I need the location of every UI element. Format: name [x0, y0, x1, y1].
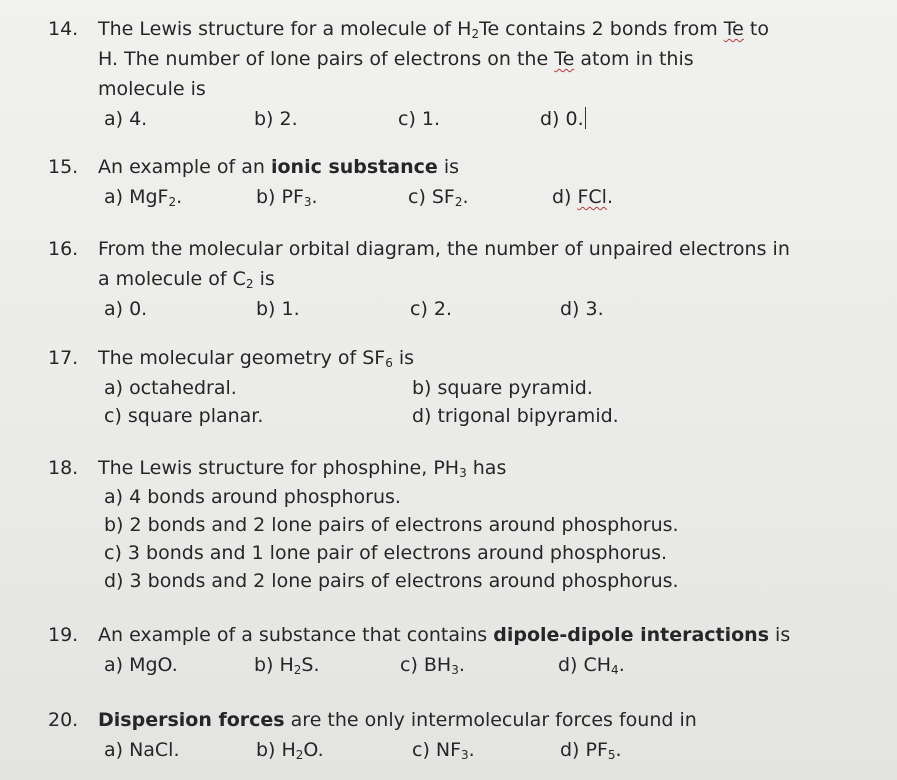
- spellcheck-word: Te: [723, 18, 744, 40]
- option-c[interactable]: c) $NF_3$.: [412, 739, 475, 762]
- option-c[interactable]: c) $BH_3$.: [400, 654, 465, 677]
- options-row: [48, 104, 878, 134]
- option-b[interactable]: b) 2 bonds and 2 lone pairs of electrons around phosphorus.: [104, 514, 679, 536]
- option-a[interactable]: a) NaCl.: [104, 739, 180, 761]
- option-b[interactable]: b) $PF_3$.: [256, 186, 318, 209]
- option-b[interactable]: b) $H_2S$.: [254, 654, 320, 677]
- question-number: 20.: [48, 709, 79, 731]
- question-stem: An example of an ionic substance is: [98, 156, 460, 178]
- options-row: [48, 650, 878, 680]
- text-cursor: [585, 107, 586, 129]
- option-d[interactable]: d) 3 bonds and 2 lone pairs of electrons around phosphorus.: [104, 570, 679, 592]
- option-b[interactable]: b) 2.: [254, 108, 298, 130]
- spellcheck-word: Te: [554, 48, 575, 70]
- question-number: 14.: [48, 18, 79, 40]
- question-stem: An example of a substance that contains dipole-dipole interactions is: [98, 624, 791, 646]
- option-b[interactable]: b) square pyramid.: [412, 377, 593, 399]
- option-b[interactable]: b) $H_2O$.: [256, 739, 324, 762]
- question-stem: Dispersion forces are the only intermolecular forces found in: [98, 709, 697, 731]
- options-row: [48, 294, 878, 324]
- option-a[interactable]: a) 0.: [104, 298, 148, 320]
- question-14: [48, 14, 878, 134]
- question-number: 17.: [48, 347, 79, 369]
- option-c[interactable]: c) $SF_2$.: [408, 186, 469, 209]
- question-15: [48, 152, 878, 212]
- option-d[interactable]: d) 0.: [540, 108, 584, 130]
- options-row: [48, 735, 878, 765]
- question-18: [48, 453, 878, 595]
- option-d[interactable]: d) FCl.: [552, 186, 614, 208]
- options-row: [48, 401, 878, 429]
- question-stem: The Lewis structure for phosphine, $PH_3$ has: [98, 457, 507, 480]
- option-d[interactable]: d) $PF_5$.: [560, 739, 622, 762]
- option-c[interactable]: c) 1.: [398, 108, 440, 130]
- option-a[interactable]: a) MgF$_2$.: [104, 186, 183, 209]
- option-c[interactable]: c) 2.: [410, 298, 452, 320]
- options-row: [48, 182, 878, 212]
- option-a[interactable]: a) 4.: [104, 108, 148, 130]
- question-16: [48, 234, 878, 324]
- option-d[interactable]: d) trigonal bipyramid.: [412, 405, 619, 427]
- question-stem: The molecular geometry of $SF_6$ is: [98, 347, 415, 370]
- question-17: [48, 343, 878, 429]
- option-c[interactable]: c) 3 bonds and 1 lone pair of electrons around phosphorus.: [104, 542, 668, 564]
- option-c[interactable]: c) square planar.: [104, 405, 264, 427]
- option-d[interactable]: d) $CH_4$.: [558, 654, 625, 677]
- question-number: 16.: [48, 238, 79, 260]
- option-a[interactable]: a) 4 bonds around phosphorus.: [104, 486, 401, 508]
- question-stem: From the molecular orbital diagram, the number of unpaired electrons in a molecule of $C_2$ is: [98, 238, 790, 291]
- options-row: [48, 373, 878, 401]
- question-stem: The Lewis structure for a molecule of $H_2Te$ contains 2 bonds from Te to H. The number of lone pairs of electrons on the Te atom in this molecule is: [98, 18, 769, 100]
- question-19: [48, 620, 878, 680]
- option-d[interactable]: d) 3.: [560, 298, 604, 320]
- option-a[interactable]: a) octahedral.: [104, 377, 237, 399]
- question-number: 19.: [48, 624, 79, 646]
- question-20: [48, 705, 878, 765]
- question-number: 18.: [48, 457, 79, 479]
- question-number: 15.: [48, 156, 79, 178]
- option-a[interactable]: a) MgO.: [104, 654, 178, 676]
- option-b[interactable]: b) 1.: [256, 298, 300, 320]
